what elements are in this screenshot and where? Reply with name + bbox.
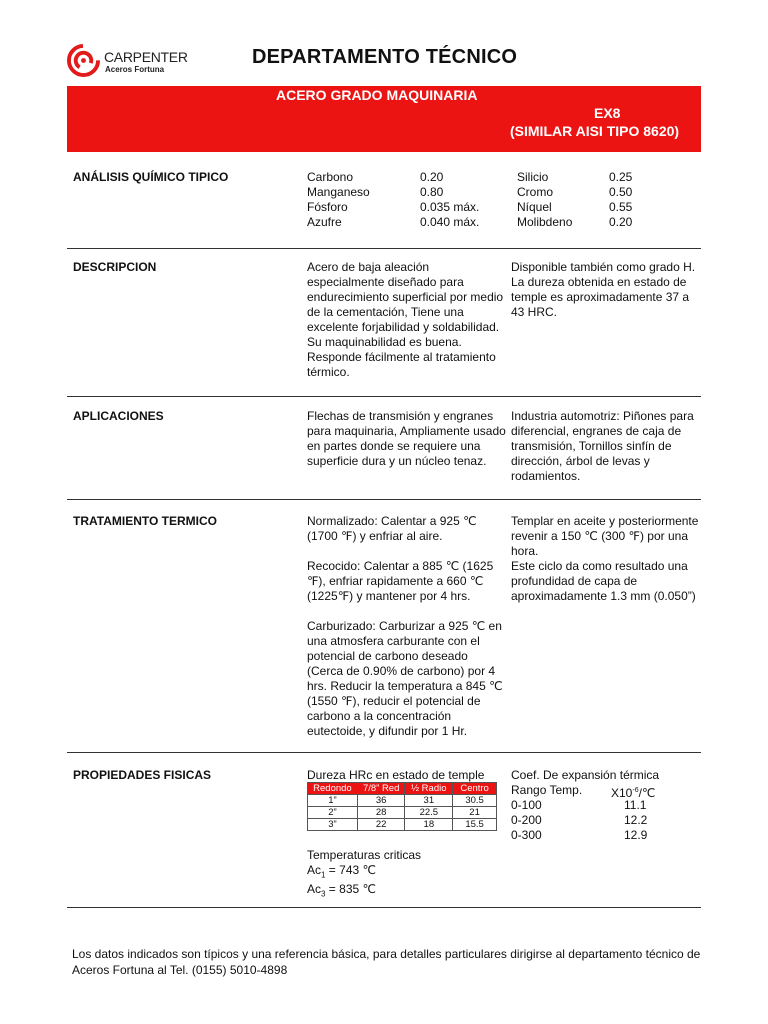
ac1-line	[307, 863, 507, 882]
coef-value: 12.9	[624, 828, 648, 842]
chem-row	[517, 215, 697, 230]
section-divider	[67, 499, 701, 500]
section-label: PROPIEDADES FISICAS	[73, 768, 212, 782]
logo-subtitle: Aceros Fortuna	[105, 65, 165, 74]
element-value: 0.55	[609, 200, 633, 214]
table-cell: 18	[405, 819, 453, 831]
table-cell: 31	[405, 795, 453, 807]
section-aplicaciones	[67, 409, 701, 489]
table-row	[308, 819, 497, 831]
section-divider	[67, 907, 701, 908]
section-descripcion	[67, 260, 701, 385]
section-label: TRATAMIENTO TERMICO	[73, 514, 217, 528]
unit-base: X10	[611, 786, 633, 800]
page-header	[0, 0, 768, 86]
table-cell: 2”	[308, 807, 358, 819]
column-header: 7/8” Red	[357, 783, 405, 795]
carpenter-logo-icon	[67, 44, 100, 77]
ac3-value: = 835 ℃	[325, 882, 376, 897]
table-row	[308, 795, 497, 807]
chem-row	[517, 200, 697, 215]
descripcion-note: Disponible también como grado H. La dureza obtenida en estado de temple es aproximadamente 37 a 43 HRC.	[511, 260, 696, 319]
element-value: 0.035 máx.	[420, 200, 480, 214]
section-label: DESCRIPCION	[73, 260, 157, 274]
logo-name: CARPENTER	[104, 49, 188, 65]
table-cell: 30.5	[453, 795, 497, 807]
chem-row	[307, 215, 507, 230]
page-title: DEPARTAMENTO TÉCNICO	[252, 46, 518, 68]
table-cell: 22.5	[405, 807, 453, 819]
table-header-row	[308, 783, 497, 795]
coef-range: 0-300	[511, 828, 542, 842]
coef-row	[511, 828, 701, 843]
column-header: Redondo	[308, 783, 358, 795]
ac3-subscript: 3	[321, 889, 326, 899]
coef-row	[511, 813, 701, 828]
chem-row	[307, 200, 507, 215]
product-banner	[67, 86, 701, 152]
ciclo-text: Este ciclo da como resultado una profundidad de capa de aproximadamente 1.3 mm (0.050”)	[511, 559, 696, 603]
chem-row	[517, 185, 697, 200]
normalizado-text: Normalizado: Calentar a 925 ℃ (1700 ℉) y enfriar al aire.	[307, 514, 477, 543]
recocido-text: Recocido: Calentar a 885 ℃ (1625 ℉), enfriar rapidamente a 660 ℃ (1225℉) y mantener por 4 hrs.	[307, 559, 494, 603]
tratamiento-procesos	[307, 514, 507, 739]
element-name: Carbono	[307, 170, 354, 184]
element-name: Manganeso	[307, 185, 370, 199]
carburizado-text: Carburizado: Carburizar a 925 ℃ en una atmosfera carburante con el potencial de carbono deseado (Cerca de 0.90% de carbono) por 4 hrs. Reducir la temperatura a 845 ℃ (1550 ℉), reducir el potencial de carbono a la concentración eutectoide, y difundir por 1 Hr.	[307, 619, 503, 738]
ac3-line	[307, 882, 507, 901]
element-name: Silicio	[517, 170, 549, 184]
element-value: 0.25	[609, 170, 633, 184]
element-value: 0.20	[420, 170, 444, 184]
aplicaciones-automotriz: Industria automotriz: Piñones para diferencial, engranes de caja de transmisión, Tornillos sinfín de dirección, árbol de levas y rodamientos.	[511, 409, 694, 483]
chem-row	[307, 185, 507, 200]
banner-category: ACERO GRADO MAQUINARIA	[276, 87, 478, 103]
section-label: ANÁLISIS QUÍMICO TIPICO	[73, 170, 229, 184]
ac1-prefix: Ac	[307, 863, 322, 877]
ac1-value: = 743 ℃	[325, 863, 376, 877]
chem-list-right	[517, 170, 697, 230]
coef-row	[511, 798, 701, 813]
section-label: APLICACIONES	[73, 409, 164, 423]
section-propiedades-fisicas	[67, 768, 701, 898]
banner-grade: EX8	[594, 105, 621, 121]
coef-value: 12.2	[624, 813, 648, 827]
section-analisis-quimico	[67, 170, 701, 240]
temperaturas-criticas	[307, 848, 507, 902]
table-cell: 22	[357, 819, 405, 831]
element-value: 0.20	[609, 215, 633, 229]
dureza-title: Dureza HRc en estado de temple	[307, 768, 485, 782]
templar-text: Templar en aceite y posteriormente revenir a 150 ℃ (300 ℉) por una hora.	[511, 514, 699, 558]
element-name: Azufre	[307, 215, 342, 229]
table-cell: 1”	[308, 795, 358, 807]
table-cell: 15.5	[453, 819, 497, 831]
element-value: 0.50	[609, 185, 633, 199]
rango-label: Rango Temp.	[511, 783, 583, 797]
unit-exponent: -6	[632, 787, 639, 794]
coef-range: 0-100	[511, 798, 542, 812]
table-cell: 21	[453, 807, 497, 819]
coef-expansion	[511, 768, 701, 843]
carpenter-logo	[67, 44, 197, 78]
element-value: 0.040 máx.	[420, 215, 480, 229]
coef-header-row	[511, 783, 701, 798]
element-name: Molibdeno	[517, 215, 573, 229]
column-header: Centro	[453, 783, 497, 795]
element-value: 0.80	[420, 185, 444, 199]
tratamiento-temple	[511, 514, 701, 604]
chem-row	[307, 170, 507, 185]
section-divider	[67, 396, 701, 397]
table-cell: 3”	[308, 819, 358, 831]
chem-list-left	[307, 170, 507, 230]
table-cell: 28	[357, 807, 405, 819]
element-name: Cromo	[517, 185, 554, 199]
ac3-prefix: Ac	[307, 882, 322, 897]
coef-value: 11.1	[624, 798, 647, 812]
section-divider	[67, 248, 701, 249]
coef-range: 0-200	[511, 813, 542, 827]
ac1-subscript: 1	[321, 870, 326, 880]
table-row	[308, 807, 497, 819]
dureza-table	[307, 782, 497, 831]
banner-equivalent: (SIMILAR AISI TIPO 8620)	[510, 123, 680, 139]
aplicaciones-general: Flechas de transmisión y engranes para maquinaria, Ampliamente usado en partes donde se requiere una superficie dura y un núcleo tenaz.	[307, 409, 506, 468]
temp-title: Temperaturas criticas	[307, 848, 422, 862]
section-divider	[67, 752, 701, 753]
table-cell: 36	[357, 795, 405, 807]
column-header: ½ Radio	[405, 783, 453, 795]
footer-note: Los datos indicados son típicos y una referencia básica, para detalles particulares dirigirse al departamento técnico de Aceros Fortuna al Tel. (0155) 5010-4898	[72, 947, 701, 977]
element-name: Fósforo	[307, 200, 348, 214]
section-tratamiento-termico	[67, 514, 701, 749]
descripcion-text: Acero de baja aleación especialmente diseñado para endurecimiento superficial por medio de la cementación, Tiene una excelente forjabilidad y soldabilidad. Su maquinabilidad es buena. Responde fácilmente al tratamiento térmico.	[307, 260, 504, 379]
chem-row	[517, 170, 697, 185]
coef-title: Coef. De expansión térmica	[511, 768, 660, 782]
element-name: Níquel	[517, 200, 552, 214]
unit-tail: /℃	[638, 786, 656, 800]
